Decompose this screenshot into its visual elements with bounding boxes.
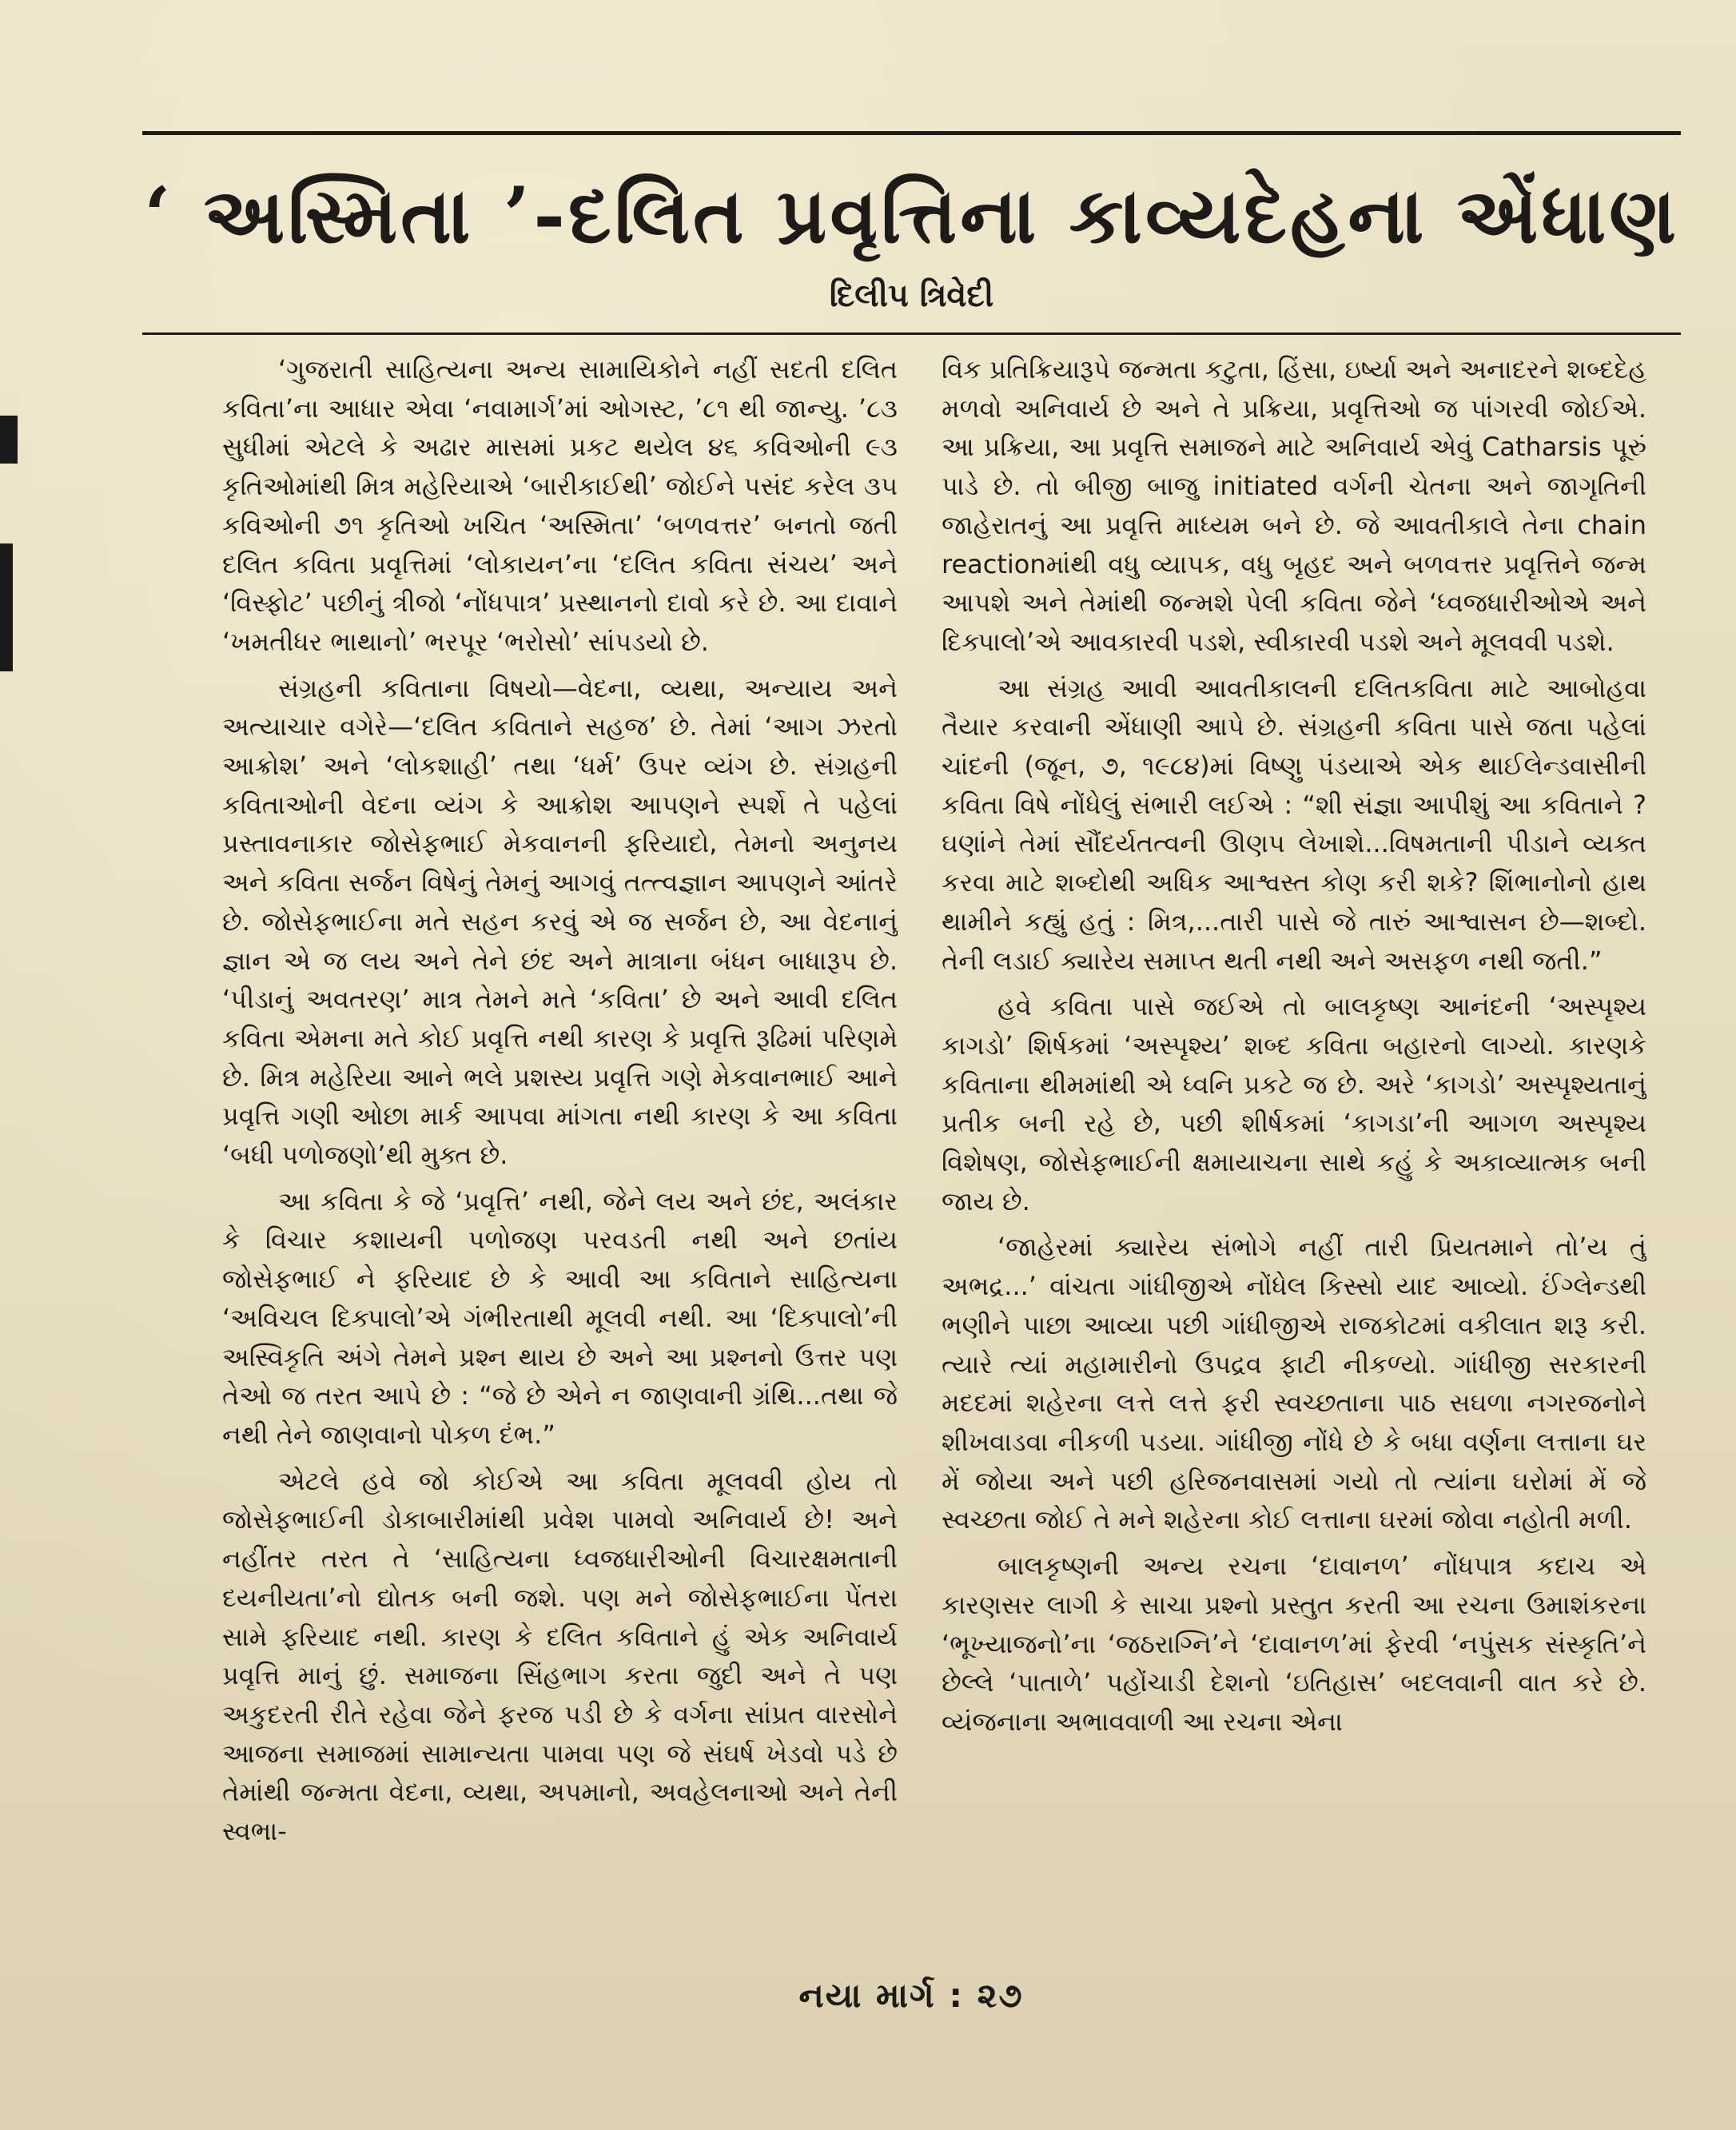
left-column (222, 350, 898, 1949)
paragraph: સંગ્રહની કવિતાના વિષયો—વેદના, વ્યથા, અન્યાય અને અત્યાચાર વગેરે—‘દલિત કવિતાને સહજ’ છે. તેમાં ‘આગ ઝરતો આક્રોશ’ અને ‘લોકશાહી’ તથા ‘ધર્મ’ ઉપર વ્યંગ છે. સંગ્રહની કવિતાઓની વેદના વ્યંગ કે આક્રોશ આપણને સ્પર્શે તે પહેલાં પ્રસ્તાવનાકાર જોસેફભાઈ મેકવાનની ફરિયાદો, તેમનો અનુનય અને કવિતા સર્જન વિષેનું તેમનું આગવું તત્ત્વજ્ઞાન આપણને આંતરે છે. જોસેફભાઈના મતે સહન કરવું એ જ સર્જન છે, આ વેદનાનું જ્ઞાન એ જ લય અને તેને છંદ અને માત્રાના બંધન બાધારૂપ છે. ‘પીડાનું અવતરણ’ માત્ર તેમને મતે ‘કવિતા’ છે અને આવી દલિત કવિતા એમના મતે કોઈ પ્રવૃત્તિ નથી કારણ કે પ્રવૃત્તિ રૂઢિમાં પરિણમે છે. મિત્ર મહેરિયા આને ભલે પ્રશસ્ય પ્રવૃત્તિ ગણે મેકવાનભાઈ આને પ્રવૃત્તિ ગણી ઓછા માર્ક આપવા માંગતા નથી કારણ કે આ કવિતા ‘બધી પળોજણો’થી મુક્ત છે. (222, 672, 898, 1171)
paragraph: ‘ગુજરાતી સાહિત્યના અન્ય સામાયિકોને નહીં સદતી દલિત કવિતા’ના આધાર એવા ‘નવામાર્ગ’માં ઓગસ્ટ, ’૮૧ થી જાન્યુ. ’૮૩ સુધીમાં એટલે કે અઢાર માસમાં પ્રકટ થયેલ ૪૬ કવિઓની ૯૩ કૃતિઓમાંથી મિત્ર મહેરિયાએ ‘બારીકાઈથી’ જોઈને પસંદ કરેલ ૩૫ કવિઓની ૭૧ કૃતિઓ ખચિત ‘અસ્મિતા’ ‘બળવત્તર’ બનતો જતી દલિત કવિતા પ્રવૃત્તિમાં ‘લોકાયન’ના ‘દલિત કવિતા સંચય’ અને ‘વિસ્ફોટ’ પછીનું ત્રીજો ‘નોંધપાત્ર’ પ્રસ્થાનનો દાવો કરે છે. આ દાવાને ‘ખમતીધર ભાથાનો’ ભરપૂર ‘ભરોસો’ સાંપડયો છે. (222, 354, 898, 657)
paragraph: આ સંગ્રહ આવી આવતીકાલની દલિતકવિતા માટે આબોહવા તૈયાર કરવાની એંધાણી આપે છે. સંગ્રહની કવિતા પાસે જતા પહેલાં ચાંદની (જૂન, ૭, ૧૯૮૪)માં વિષ્ણુ પંડયાએ એક થાઈલેન્ડવાસીની કવિતા વિષે નોંધેલું સંભારી લઈએ : “શી સંજ્ઞા આપીશું આ કવિતાને ? ઘણાંને તેમાં સૌંદર્યતત્વની ઊણપ લેખાશે...વિષમતાની પીડાને વ્યક્ત કરવા માટે શબ્દોથી અધિક આશ્વસ્ત કોણ કરી શકે? શિંભાનોનો હાથ થામીને કહ્યું હતું : મિત્ર,...તારી પાસે જે તારું આશ્વાસન છે—શબ્દો. તેની લડાઈ ક્યારેય સમાપ્ત થતી નથી અને અસફળ નથી જતી.” (942, 672, 1646, 976)
right-column (942, 350, 1646, 1949)
article-title: ‘ અસ્મિતા ’-દલિત પ્રવૃત્તિના કાવ્યદેહના એંધાણ (144, 170, 1679, 261)
torn-edge-mark (0, 543, 13, 671)
torn-edge-mark (0, 416, 18, 464)
paragraph: વિક પ્રતિક્રિયારૂપે જન્મતા કટુતા, હિંસા, ઇર્ષ્યા અને અનાદરને શબ્દદેહ મળવો અનિવાર્ય છે અને તે પ્રક્રિયા, પ્રવૃત્તિઓ જ પાંગરવી જોઈએ. આ પ્રક્રિયા, આ પ્રવૃત્તિ સમાજને માટે અનિવાર્ય એવું Catharsis પૂરું પાડે છે. તો બીજી બાજુ initiated વર્ગની ચેતના અને જાગૃતિની જાહેરાતનું આ પ્રવૃત્તિ માધ્યમ બને છે. જે આવતીકાલે તેના chain reactionમાંથી વધુ વ્યાપક, વધુ બૃહદ અને બળવત્તર પ્રવૃત્તિને જન્મ આપશે અને તેમાંથી જન્મશે પેલી કવિતા જેને ‘ધ્વજધારીઓએ અને દિક્પાલો’એ આવકારવી પડશે, સ્વીકારવી પડશે અને મૂલવવી પડશે. (942, 354, 1646, 657)
paragraph: હવે કવિતા પાસે જઈએ તો બાલકૃષ્ણ આનંદની ‘અસ્પૃશ્ય કાગડો’ શિર્ષકમાં ‘અસ્પૃશ્ય’ શબ્દ કવિતા બહારનો લાગ્યો. કારણકે કવિતાના થીમમાંથી એ ધ્વનિ પ્રકટે જ છે. અરે ‘કાગડો’ અસ્પૃશ્યતાનું પ્રતીક બની રહે છે, પછી શીર્ષકમાં ‘કાગડા’ની આગળ અસ્પૃશ્ય વિશેષણ, જોસેફભાઈની ક્ષમાયાચના સાથે કહું કે અકાવ્યાત્મક બની જાય છે. (942, 991, 1646, 1216)
paragraph: ‘જાહેરમાં ક્યારેય સંભોગે નહીં તારી પ્રિયતમાને તો’ય તું અભદ્ર...’ વાંચતા ગાંધીજીએ નોંધેલ કિસ્સો યાદ આવ્યો. ઈંગ્લેન્ડથી ભણીને પાછા આવ્યા પછી ગાંધીજીએ રાજકોટમાં વકીલાત શરૂ કરી. ત્યારે ત્યાં મહામારીનો ઉપદ્રવ ફાટી નીકળ્યો. ગાંધીજી સરકારની મદદમાં શહેરના લત્તે લત્તે ફરી સ્વચ્છતાના પાઠ સઘળા નગરજનોને શીખવાડવા નીકળી પડયા. ગાંધીજી નોંધે છે કે બધા વર્ણના લત્તાના ઘર મેં જોયા અને પછી હરિજનવાસમાં ગયો તો ત્યાંના ઘરોમાં મેં જે સ્વચ્છતા જોઈ તે મને શહેરના કોઈ લત્તાના ઘરમાં જોવા નહોતી મળી. (942, 1232, 1646, 1535)
paragraph: બાલકૃષ્ણની અન્ય રચના ‘દાવાનળ’ નોંધપાત્ર કદાચ એ કારણસર લાગી કે સાચા પ્રશ્નો પ્રસ્તુત કરતી આ રચના ઉમાશંકરના ‘ભૂખ્યાજનો’ના ‘જઠરાગ્નિ’ને ‘દાવાનળ’માં ફેરવી ‘નપુંસક સંસ્કૃતિ’ને છેલ્લે ‘પાતાળે’ પહોંચાડી દેશનો ‘ઇતિહાસ’ બદલવાની વાત કરે છે. વ્યંજનાના અભાવવાળી આ રચના એના (942, 1551, 1646, 1737)
top-rule (142, 131, 1681, 135)
paragraph: એટલે હવે જો કોઈએ આ કવિતા મૂલવવી હોય તો જોસેફભાઈની ડોકાબારીમાંથી પ્રવેશ પામવો અનિવાર્ય છે! અને નહીંતર તરત તે ‘સાહિત્યના ધ્વજધારીઓની વિચારક્ષમતાની દયનીયતા’નો દ્યોતક બની જશે. પણ મને જોસેફભાઈના પેંતરા સામે ફરિયાદ નથી. કારણ કે દલિત કવિતાને હું એક અનિવાર્ય પ્રવૃત્તિ માનું છું. સમાજના સિંહભાગ કરતા જુદી અને તે પણ અકુદરતી રીતે રહેવા જેને ફરજ પડી છે કે વર્ગના સાંપ્રત વારસોને આજના સમાજમાં સામાન્યતા પામવા પણ જે સંઘર્ષ ખેડવો પડે છે તેમાંથી જન્મતા વેદના, વ્યથા, અપમાનો, અવહેલનાઓ અને તેની સ્વભા- (222, 1465, 898, 1847)
header-rule (142, 332, 1681, 335)
paragraph: આ કવિતા કે જે ‘પ્રવૃત્તિ’ નથી, જેને લય અને છંદ, અલંકાર કે વિચાર કશાયની પળોજણ પરવડતી નથી અને છતાંય જોસેફભાઈ ને ફરિયાદ છે કે આવી આ કવિતાને સાહિત્યના ‘અવિચલ દિક્પાલો’એ ગંભીરતાથી મૂલવી નથી. આ ‘દિક્પાલો’ની અસ્વિકૃતિ અંગે તેમને પ્રશ્ન થાય છે અને આ પ્રશ્નનો ઉત્તર પણ તેઓ જ તરત આપે છે : “જે છે એને ન જાણવાની ગ્રંથિ...તથા જે નથી તેને જાણવાનો પોકળ દંભ.” (222, 1185, 898, 1450)
article-author: દિલીપ ત્રિવેદી (829, 277, 994, 314)
page-footer: નયા માર્ગ : ૨૭ (798, 1976, 1024, 2015)
